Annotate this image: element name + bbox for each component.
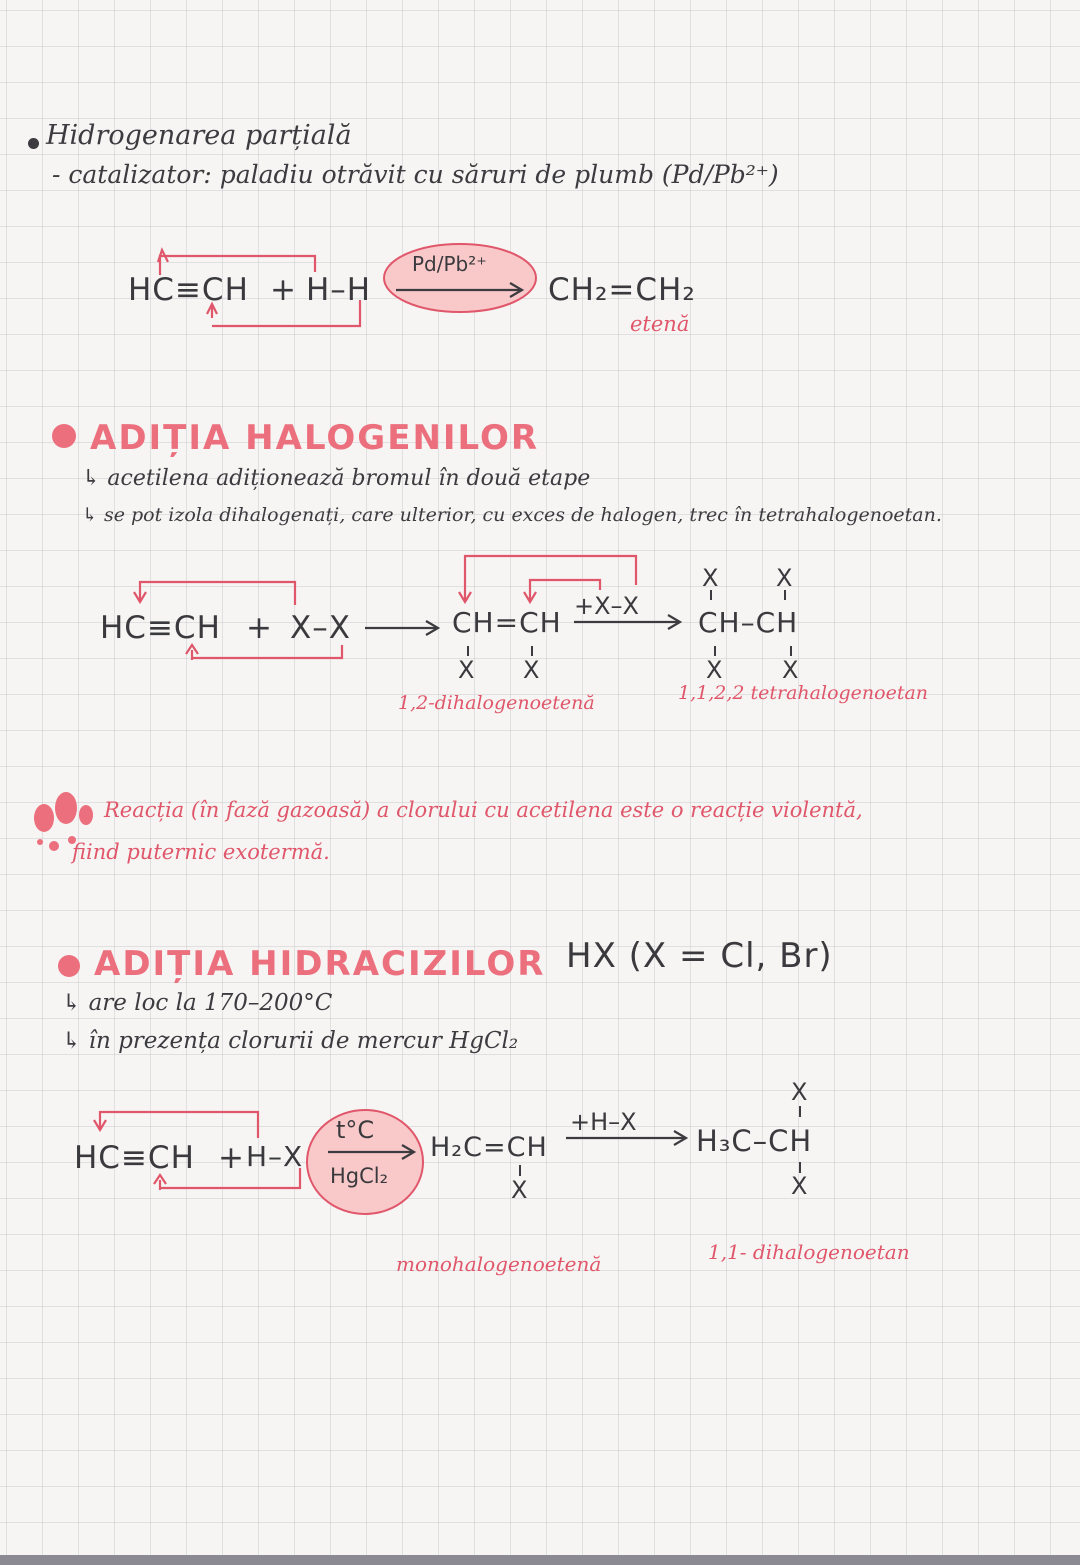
substituent-x: X xyxy=(458,656,475,684)
section2-note1: ↳ acetilena adiționează bromul în două etape xyxy=(82,466,591,491)
product-tetrahaloethane: CH–CH xyxy=(698,606,799,639)
substituent-x: X xyxy=(523,656,540,684)
substituent-x: X xyxy=(782,656,799,684)
substituent-x: X xyxy=(791,1078,808,1106)
section2-note2: ↳ se pot izola dihalogenați, care ulterior, cu exces de halogen, trec în tetrahalogenoetan. xyxy=(82,504,942,526)
plus-sign: + xyxy=(270,272,297,308)
plus-sign-3: + xyxy=(218,1140,245,1176)
bullet-dot-pink xyxy=(58,955,80,977)
product-name-3: 1,1- dihalogenoetan xyxy=(708,1240,910,1264)
reagent-hydracid: +H–X xyxy=(570,1108,637,1136)
section3-title: ADIȚIA HIDRACIZILOR xyxy=(94,944,546,984)
reactant-acetylene-2: HC≡CH xyxy=(100,610,221,646)
reactant-hydrogen: H–H xyxy=(306,272,372,308)
hydracid-formula: HX (X = Cl, Br) xyxy=(566,936,833,976)
plus-sign-2: + xyxy=(246,610,273,646)
intermediate-name-3: monohalogenoetenă xyxy=(396,1252,602,1276)
product-ethene: CH₂=CH₂ xyxy=(548,272,696,308)
substituent-x: X xyxy=(706,656,723,684)
bullet-dot-pink xyxy=(52,424,76,448)
product-name-ethene: etenă xyxy=(630,312,690,336)
substituent-x: X xyxy=(511,1176,528,1204)
reaction-arrow-2a xyxy=(365,621,438,635)
substituent-x: X xyxy=(791,1172,808,1200)
reactant-hydracid: H–X xyxy=(246,1140,304,1173)
section3-note1: ↳ are loc la 170–200°C xyxy=(62,990,333,1016)
condition-temperature: t°C xyxy=(336,1116,375,1144)
product-dihaloethane: H₃C–CH xyxy=(696,1124,813,1158)
reactant-halogen: X–X xyxy=(290,610,351,646)
reactant-acetylene: HC≡CH xyxy=(128,272,249,308)
product-name-tetrahaloethane: 1,1,2,2 tetrahalogenoetan xyxy=(678,682,929,704)
catalyst-label: Pd/Pb²⁺ xyxy=(412,252,487,276)
page-bottom-edge xyxy=(0,1555,1080,1565)
warning-line2: fiind puternic exotermă. xyxy=(72,840,330,864)
section2-title: ADIȚIA HALOGENILOR xyxy=(90,418,540,458)
section1-title: Hidrogenarea parțială xyxy=(46,120,352,151)
catalyst-line: - catalizator: paladiu otrăvit cu săruri de plumb (Pd/Pb²⁺) xyxy=(52,160,779,189)
intermediate-name: 1,2-dihalogenoetenă xyxy=(398,692,595,714)
reagent-excess-halogen: +X–X xyxy=(574,592,639,620)
substituent-x: X xyxy=(702,564,719,592)
condition-catalyst: HgCl₂ xyxy=(330,1164,389,1188)
section3-note2: ↳ în prezența clorurii de mercur HgCl₂ xyxy=(62,1028,519,1054)
intermediate-monohaloethene: H₂C=CH xyxy=(430,1132,548,1163)
reactant-acetylene-3: HC≡CH xyxy=(74,1140,195,1176)
warning-line1: Reacția (în fază gazoasă) a clorului cu acetilena este o reacție violentă, xyxy=(104,798,863,822)
intermediate-dihaloethene: CH=CH xyxy=(452,606,562,639)
substituent-x: X xyxy=(776,564,793,592)
